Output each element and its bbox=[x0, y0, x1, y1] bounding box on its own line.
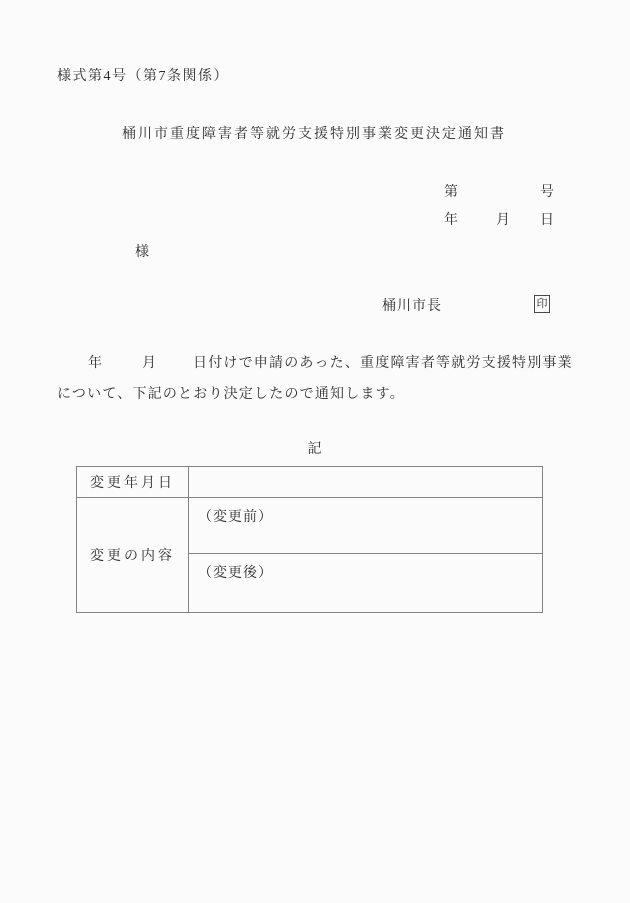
change-content-header: 変更の内容 bbox=[77, 498, 189, 613]
seal-placeholder-box bbox=[534, 295, 550, 313]
issuer-name: 桶川市長 bbox=[382, 299, 442, 314]
seal-label: 印 bbox=[536, 297, 548, 310]
doc-number-suffix: 号 bbox=[540, 185, 554, 200]
form-number: 様式第4号（第7条関係） bbox=[57, 69, 229, 84]
change-before-cell bbox=[189, 498, 543, 554]
addressee-honorific: 様 bbox=[135, 245, 149, 260]
body-year-label: 年 bbox=[88, 356, 102, 371]
body-line2-text: について、下記のとおり決定したので通知します。 bbox=[57, 387, 405, 402]
date-month-label: 月 bbox=[496, 213, 510, 228]
date-year-label: 年 bbox=[444, 213, 458, 228]
change-date-value-cell bbox=[189, 467, 543, 498]
table-row-change-date bbox=[77, 467, 543, 498]
document-title: 桶川市重度障害者等就労支援特別事業変更決定通知書 bbox=[122, 127, 506, 142]
body-line1-text: 日付けで申請のあった、重度障害者等就労支援特別事業 bbox=[193, 356, 573, 371]
ki-heading: 記 bbox=[307, 442, 323, 457]
date-day-label: 日 bbox=[540, 213, 554, 228]
table-row-change-before bbox=[77, 498, 543, 554]
change-date-header: 変更年月日 bbox=[77, 467, 189, 498]
change-after-cell bbox=[189, 554, 543, 613]
body-month-label: 月 bbox=[142, 356, 156, 371]
doc-number-prefix: 第 bbox=[444, 185, 458, 200]
change-before-label: （変更前） bbox=[198, 510, 273, 525]
change-table bbox=[76, 466, 543, 613]
change-after-label: （変更後） bbox=[198, 566, 273, 581]
